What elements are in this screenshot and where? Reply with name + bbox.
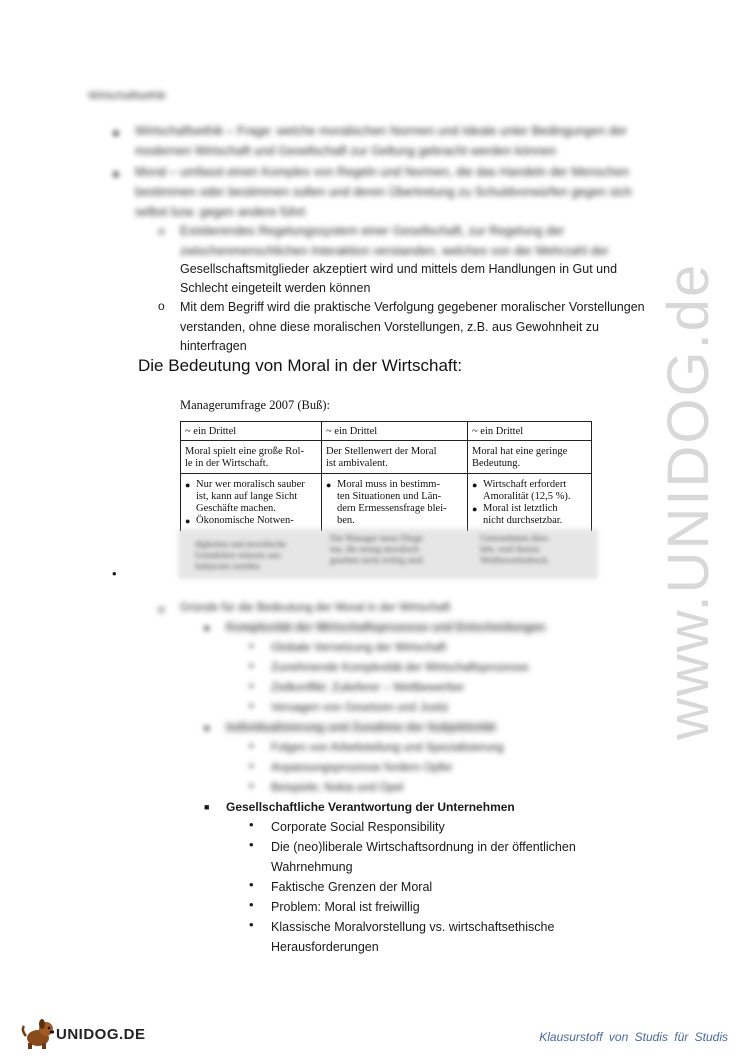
dog-icon bbox=[20, 1016, 60, 1050]
blurred-line: Wettbewerbsdruck. bbox=[480, 555, 550, 565]
intro-item-2-line-3: selbst bzw. gegen andere führt bbox=[135, 205, 306, 219]
column-statement bbox=[468, 444, 591, 472]
csr-title: Gesellschaftliche Verantwortung der Unternehmen bbox=[226, 800, 515, 814]
sub1-line-4: Schlecht eingeteilt werden können bbox=[180, 281, 371, 295]
bullet-marker: • bbox=[249, 778, 254, 793]
sub1-line-3: Gesellschaftsmitglieder akzeptiert wird und mittels dem Handlungen in Gut und bbox=[180, 262, 618, 276]
point-line: Amoralität (12,5 %). bbox=[483, 491, 571, 502]
sub1-line-2: zwischenmenschlichen Interaktion verstanden, welches von der Mehrzahl der bbox=[180, 244, 609, 258]
intro-item-1-line-2: modernen Wirtschaft und Gesellschaft zur Geltung gebracht werden können bbox=[135, 144, 557, 158]
sub2-line-1: Mit dem Begriff wird die praktische Verfolgung gegebener moralischer Vorstellungen bbox=[180, 300, 645, 314]
point-line: ten Situationen und Län- bbox=[337, 491, 442, 502]
figure-caption: Managerumfrage 2007 (Buß): bbox=[180, 398, 330, 412]
csr-item-3: Faktische Grenzen der Moral bbox=[271, 880, 433, 894]
column-points bbox=[468, 477, 591, 529]
point-item bbox=[472, 503, 587, 527]
blurred-line: digkeiten und moralische bbox=[195, 539, 286, 549]
table-column-3 bbox=[468, 421, 591, 575]
statement-line: le in der Wirtschaft. bbox=[185, 458, 269, 469]
point-line: Geschäfte machen. bbox=[196, 503, 276, 514]
csr-item-2-line-2: Wahrnehmung bbox=[271, 860, 353, 874]
sub-bullet-marker: o bbox=[158, 224, 165, 238]
blurred-line: Der Manager muss Dinge bbox=[330, 533, 423, 543]
column-points bbox=[322, 477, 467, 529]
sub2-line-2: verstanden, ohne diese moralischen Vorstellungen, z.B. aus Gewohnheit zu bbox=[180, 320, 600, 334]
bullet-marker: • bbox=[249, 758, 254, 773]
blurred-line: gesehen nicht richtig sind. bbox=[330, 555, 425, 565]
csr-item-4: Problem: Moral ist freiwillig bbox=[271, 900, 420, 914]
bullet-marker: • bbox=[249, 917, 254, 932]
bullet-marker: • bbox=[249, 837, 254, 852]
point-line: ● Wirtschaft erfordert bbox=[483, 479, 567, 490]
sub2-line-3: hinterfragen bbox=[180, 339, 247, 353]
intro-item-2-line-2: bestimmen oder bestimmen sollen und deren Übertretung zu Schuldvorwürfen gegen sich bbox=[135, 185, 632, 199]
unidog-logo[interactable] bbox=[20, 1016, 160, 1050]
point-line: ben. bbox=[337, 515, 355, 526]
bullet-marker: ● bbox=[112, 125, 120, 140]
csr-item-5-line-2: Herausforderungen bbox=[271, 940, 379, 954]
point-item bbox=[185, 479, 317, 515]
reasons-group-2-item-2: Anpassungsprozesse fordern Opfer bbox=[271, 762, 453, 774]
point-line: ● Nur wer moralisch sauber bbox=[196, 479, 305, 490]
sub-bullet-marker: o bbox=[158, 299, 165, 313]
reasons-group-2-title: Individualisierung und Zunahme der Subjektivität bbox=[226, 722, 496, 734]
blurred-line: Grundsätze müssen aus- bbox=[195, 550, 283, 560]
statement-line: ist ambivalent. bbox=[326, 458, 388, 469]
bullet-marker: • bbox=[249, 817, 254, 832]
bullet-marker: ● bbox=[112, 166, 120, 181]
statement-line: Moral hat eine geringe bbox=[472, 446, 568, 457]
point-line: dern Ermessensfrage blei- bbox=[337, 503, 447, 514]
bullet-marker: • bbox=[249, 877, 254, 892]
blurred-line: balanciert werden. bbox=[195, 561, 262, 571]
reasons-group-1-item-1: Globale Vernetzung der Wirtschaft bbox=[271, 642, 447, 654]
csr-item-1: Corporate Social Responsibility bbox=[271, 820, 445, 834]
csr-item-5-line-1: Klassische Moralvorstellung vs. wirtschaftsethische bbox=[271, 920, 555, 934]
logo-text: UNIDOG.DE bbox=[56, 1026, 146, 1043]
column-head: ~ ein Drittel bbox=[472, 426, 524, 437]
bullet-marker: • bbox=[249, 678, 254, 693]
footer-tagline: Klausurstoff von Studis für Studis bbox=[539, 1030, 728, 1044]
table-border bbox=[591, 421, 592, 531]
blurred-text bbox=[330, 533, 424, 566]
bullet-marker: • bbox=[112, 566, 117, 581]
point-line: ● Moral ist letztlich bbox=[483, 503, 558, 514]
blurred-text bbox=[480, 533, 550, 566]
column-statement bbox=[322, 444, 467, 472]
sub-bullet-marker: o bbox=[158, 602, 165, 616]
column-statement bbox=[181, 444, 321, 472]
sub1-line-1: Existierendes Regelungssystem einer Gesellschaft, zur Regelung der bbox=[180, 224, 565, 238]
point-item bbox=[472, 479, 587, 503]
point-line: nicht durchsetzbar. bbox=[483, 515, 563, 526]
table-column-1 bbox=[181, 421, 321, 575]
intro-item-1-line-1: Wirtschaftsethik – Frage: welche moralischen Normen und Ideale unter Bedingungen der bbox=[135, 124, 627, 138]
bullet-marker: • bbox=[249, 698, 254, 713]
bullet-marker: • bbox=[249, 638, 254, 653]
blurred-line: Unternehmen über- bbox=[480, 533, 551, 543]
blurred-line: tun, die streng moralisch bbox=[330, 544, 419, 554]
point-item bbox=[185, 515, 317, 527]
reasons-group-1-item-2: Zunehmende Komplexität der Wirtschaftsprozesse bbox=[271, 662, 529, 674]
blurred-line: lebt, weil Anreiz bbox=[480, 544, 540, 554]
reasons-heading: Gründe für die Bedeutung der Moral in der Wirtschaft bbox=[180, 602, 451, 614]
csr-item-2-line-1: Die (neo)liberale Wirtschaftsordnung in der öffentlichen bbox=[271, 840, 576, 854]
point-line: ist, kann auf lange Sicht bbox=[196, 491, 298, 502]
statement-line: Der Stellenwert der Moral bbox=[326, 446, 437, 457]
point-line: ● Moral muss in bestimm- bbox=[337, 479, 440, 490]
point-item bbox=[326, 479, 463, 527]
table-column-2 bbox=[322, 421, 467, 575]
reasons-group-1-item-3: Zielkonflikt: Zulieferer – Wettbewerber bbox=[271, 682, 465, 694]
section-title: Die Bedeutung von Moral in der Wirtschaft: bbox=[138, 356, 463, 375]
column-head: ~ ein Drittel bbox=[185, 426, 237, 437]
column-points bbox=[181, 477, 321, 529]
watermark: www.UNIDOG.de bbox=[656, 262, 721, 740]
point-line: ● Ökonomische Notwen- bbox=[196, 515, 294, 526]
column-head: ~ ein Drittel bbox=[326, 426, 378, 437]
bullet-marker: • bbox=[249, 897, 254, 912]
survey-table bbox=[180, 421, 592, 575]
square-bullet-marker: ■ bbox=[204, 623, 210, 633]
statement-line: Moral spielt eine große Rol- bbox=[185, 446, 304, 457]
survey-figure bbox=[180, 398, 592, 571]
reasons-group-2-item-1: Folgen von Arbeitsteilung und Spezialisierung bbox=[271, 742, 504, 754]
bullet-marker: • bbox=[249, 658, 254, 673]
blurred-text bbox=[195, 539, 286, 572]
reasons-group-2-item-3: Beispiele; Nokia und Opel bbox=[271, 782, 404, 794]
intro-item-2-line-1: Moral – umfasst einen Komplex von Regeln und Normen, die das Handeln der Menschen bbox=[135, 165, 630, 179]
square-bullet-marker: ■ bbox=[204, 802, 210, 812]
reasons-group-1-item-4: Versagen von Gesetzen und Justiz bbox=[271, 702, 449, 714]
reasons-group-1-title: Komplexität der Wirtschaftsprozesse und Entscheidungen bbox=[226, 622, 546, 634]
page-heading: Wirtschaftsethik bbox=[88, 90, 166, 102]
bullet-marker: • bbox=[249, 738, 254, 753]
square-bullet-marker: ■ bbox=[204, 723, 210, 733]
statement-line: Bedeutung. bbox=[472, 458, 521, 469]
